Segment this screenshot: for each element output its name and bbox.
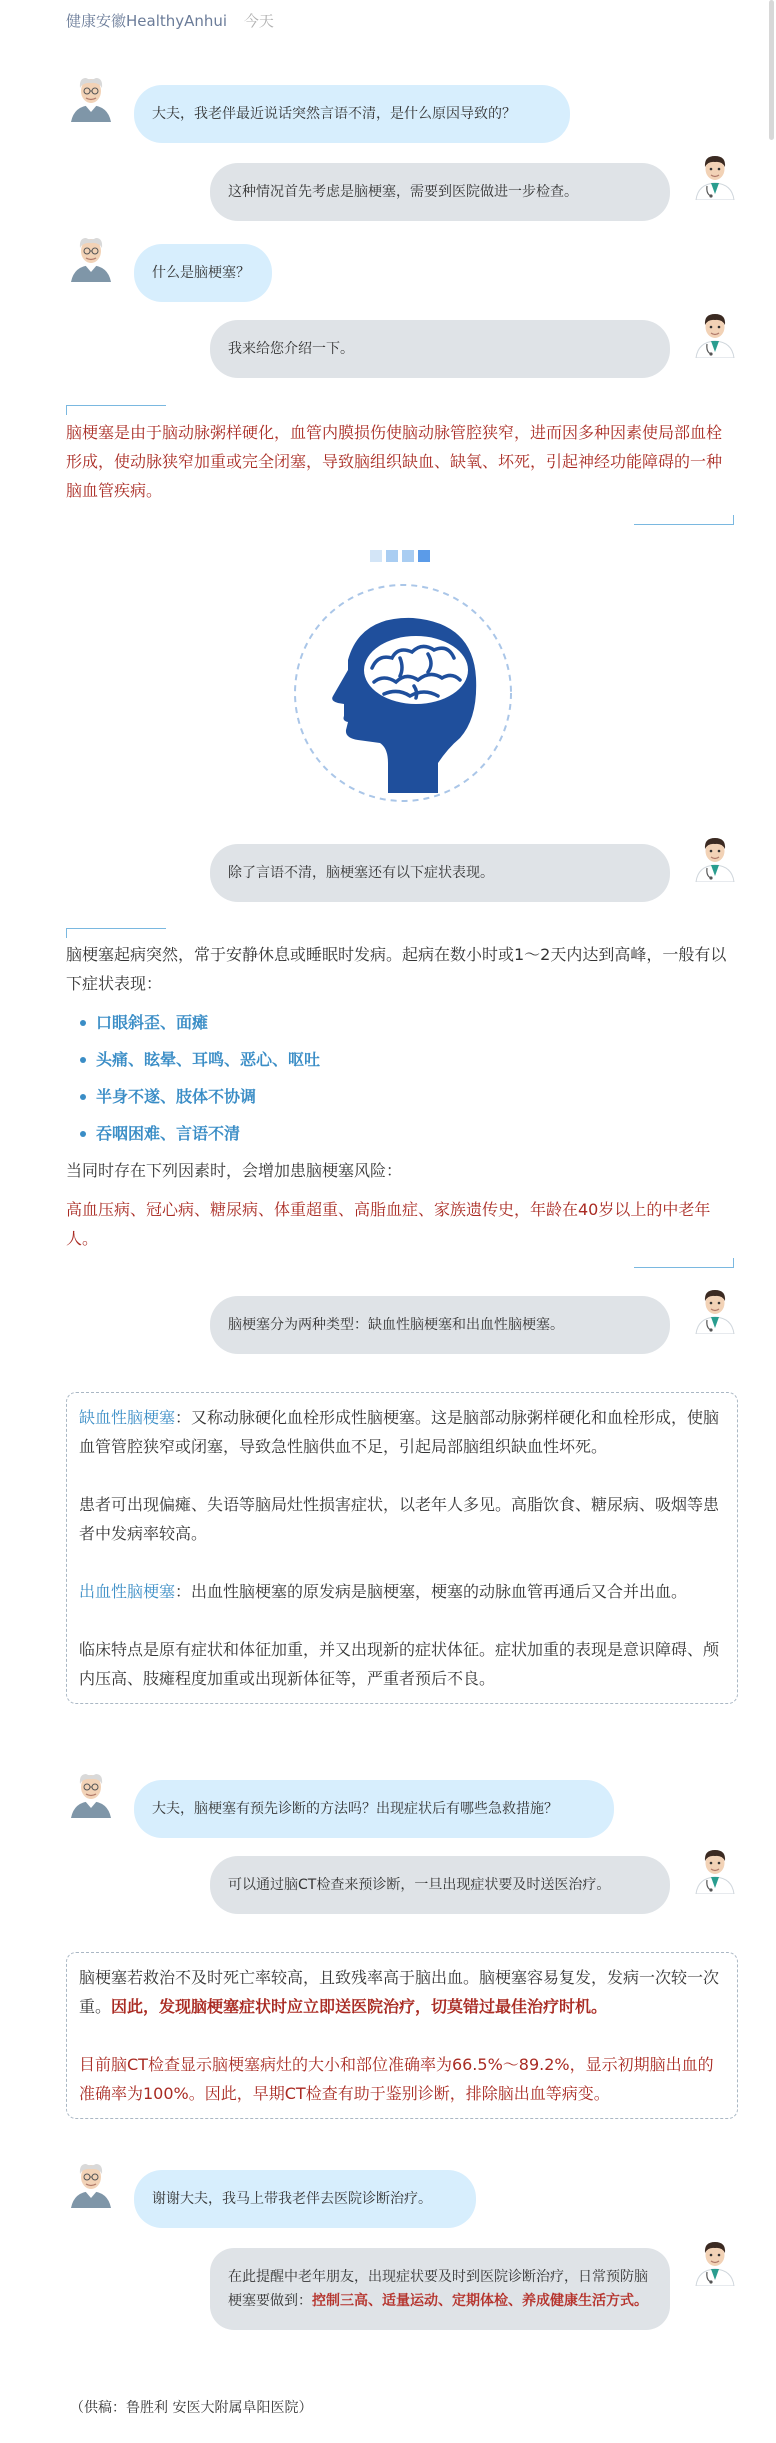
patient-question-bubble [134, 85, 570, 143]
doctor-answer-text: 在此提醒中老年朋友，出现症状要及时到医院诊断治疗，日常预防脑梗塞要做到： [228, 2269, 648, 2309]
doctor-answer-text: 脑梗塞分为两种类型：缺血性脑梗塞和出血性脑梗塞。 [228, 1317, 564, 1333]
diagnosis-text: 脑梗塞若救治不及时死亡率较高，且致残率高于脑出血。脑梗塞容易复发，发病一次较一次重。 [79, 1968, 720, 2016]
diagnosis-box [66, 1952, 738, 2119]
ischemic-description: ：又称动脉硬化血栓形成性脑梗塞。这是脑部动脉粥样硬化和血栓形成，使脑血管管腔狭窄或闭塞，导致急性脑供血不足，引起局部脑组织缺血性坏死。 [79, 1408, 720, 1456]
account-name[interactable]: 健康安徽HealthyAnhui [66, 12, 228, 30]
doctor-answer-bubble [210, 1856, 670, 1914]
decorative-corner [66, 928, 166, 938]
patient-question-text: 什么是脑梗塞？ [152, 265, 250, 281]
symptom-item: 口眼斜歪、面瘫 [66, 1004, 734, 1041]
patient-question-text: 谢谢大夫，我马上带我老伴去医院诊断治疗。 [152, 2191, 432, 2207]
hemorrhagic-term: 出血性脑梗塞 [79, 1582, 176, 1601]
symptom-item: 头痛、眩晕、耳鸣、恶心、呕吐 [66, 1041, 734, 1078]
article-meta [66, 10, 274, 31]
symptoms-section [66, 940, 734, 1253]
decorative-corner [634, 515, 734, 525]
article-credit: （供稿：鲁胜利 安医大附属阜阳医院） [70, 2400, 313, 2416]
risk-intro: 当同时存在下列因素时，会增加患脑梗塞风险： [66, 1161, 403, 1180]
patient-question-text: 大夫，我老伴最近说话突然言语不清，是什么原因导致的？ [152, 106, 516, 122]
hemorrhagic-description: ：出血性脑梗塞的原发病是脑梗塞，梗塞的动脉血管再通后又合并出血。 [175, 1582, 688, 1601]
doctor-avatar-icon [690, 1844, 740, 1894]
doctor-answer-bubble [210, 163, 670, 221]
diagnosis-emphasis: 因此，发现脑梗塞症状时应立即送医院治疗，切莫错过最佳治疗时机。 [111, 1997, 608, 2016]
doctor-answer-text: 我来给您介绍一下。 [228, 341, 354, 357]
doctor-answer-bubble [210, 2248, 670, 2330]
elderly-man-avatar-icon [66, 2158, 116, 2208]
patient-question-bubble [134, 1780, 614, 1838]
ct-accuracy-text: 目前脑CT检查显示脑梗塞病灶的大小和部位准确率为66.5%～89.2%，显示初期脑出血的准确率为100%。因此，早期CT检查有助于鉴别诊断，排除脑出血等病变。 [79, 2055, 714, 2103]
doctor-answer-text: 除了言语不清，脑梗塞还有以下症状表现。 [228, 865, 494, 881]
doctor-answer-bubble [210, 1296, 670, 1354]
hemorrhagic-detail: 临床特点是原有症状和体征加重，并又出现新的症状体征。症状加重的表现是意识障碍、颅内压高、肢瘫程度加重或出现新体征等，严重者预后不良。 [79, 1640, 720, 1688]
symptom-item: 半身不遂、肢体不协调 [66, 1078, 734, 1115]
doctor-avatar-icon [690, 308, 740, 358]
decorative-squares [370, 550, 430, 562]
decorative-corner [634, 1258, 734, 1268]
doctor-avatar-icon [690, 832, 740, 882]
definition-paragraph: 脑梗塞是由于脑动脉粥样硬化，血管内膜损伤使脑动脉管腔狭窄，进而因多种因素使局部血栓形成，使动脉狭窄加重或完全闭塞，导致脑组织缺血、缺氧、坏死，引起神经功能障碍的一种脑血管疾病。 [66, 423, 723, 500]
doctor-answer-emphasis: 控制三高、适量运动、定期体检、养成健康生活方式。 [312, 2293, 648, 2309]
doctor-avatar-icon [690, 1284, 740, 1334]
doctor-answer-bubble [210, 844, 670, 902]
doctor-answer-bubble [210, 320, 670, 378]
patient-question-bubble [134, 244, 272, 302]
scrollbar[interactable] [769, 0, 774, 140]
brain-head-illustration-icon [288, 578, 518, 808]
doctor-avatar-icon [690, 150, 740, 200]
patient-question-bubble [134, 2170, 476, 2228]
decorative-corner [66, 405, 166, 415]
symptoms-intro: 脑梗塞起病突然，常于安静休息或睡眠时发病。起病在数小时或1～2天内达到高峰，一般有以下症状表现： [66, 945, 727, 993]
symptom-list [66, 1004, 734, 1152]
elderly-man-avatar-icon [66, 1768, 116, 1818]
publish-date: 今天 [243, 12, 274, 30]
infarction-types-box [66, 1392, 738, 1704]
elderly-man-avatar-icon [66, 232, 116, 282]
ischemic-term: 缺血性脑梗塞 [79, 1408, 176, 1427]
symptom-item: 吞咽困难、言语不清 [66, 1115, 734, 1152]
risk-factors: 高血压病、冠心病、糖尿病、体重超重、高脂血症、家族遗传史，年龄在40岁以上的中老年人。 [66, 1200, 711, 1248]
elderly-man-avatar-icon [66, 72, 116, 122]
doctor-avatar-icon [690, 2236, 740, 2286]
ischemic-detail: 患者可出现偏瘫、失语等脑局灶性损害症状，以老年人多见。高脂饮食、糖尿病、吸烟等患者中发病率较高。 [79, 1495, 720, 1543]
doctor-answer-text: 可以通过脑CT检查来预诊断，一旦出现症状要及时送医治疗。 [228, 1877, 611, 1893]
patient-question-text: 大夫，脑梗塞有预先诊断的方法吗？出现症状后有哪些急救措施？ [152, 1801, 558, 1817]
doctor-answer-text: 这种情况首先考虑是脑梗塞，需要到医院做进一步检查。 [228, 184, 578, 200]
